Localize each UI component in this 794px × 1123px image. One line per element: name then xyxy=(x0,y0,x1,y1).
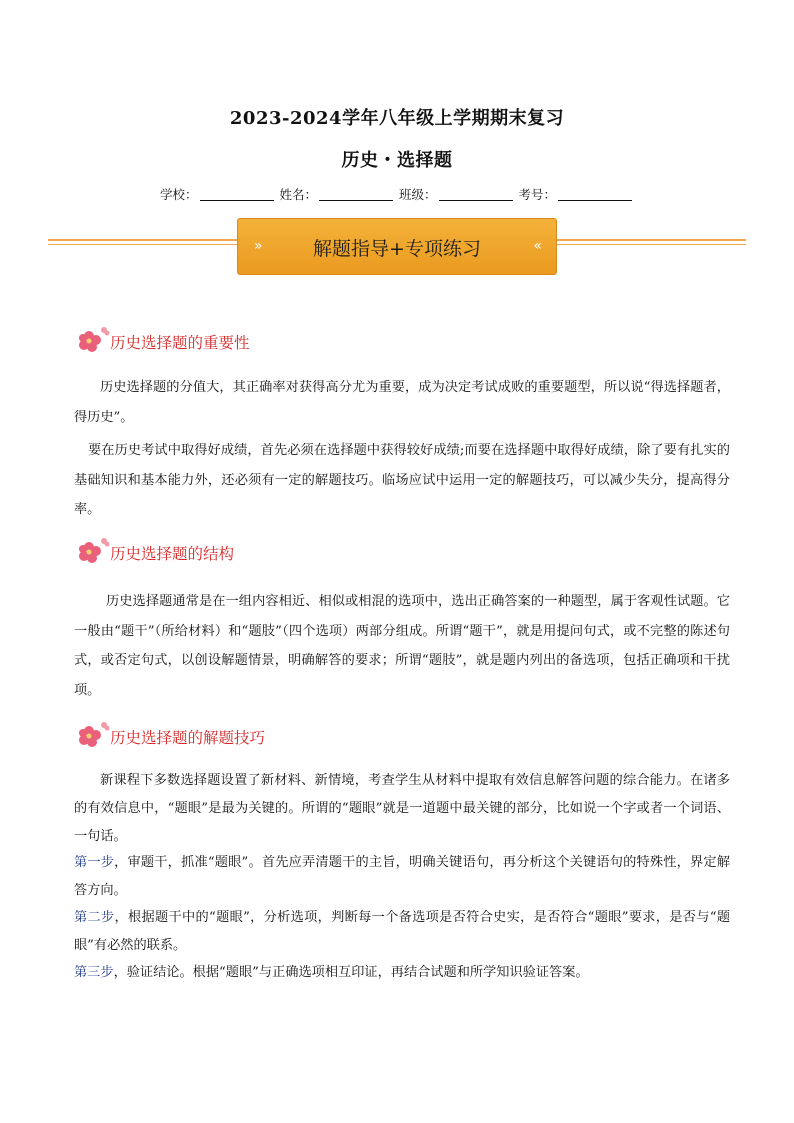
exam-number-blank xyxy=(558,188,632,201)
flower-icon xyxy=(74,322,114,362)
double-chevron-right-icon: » xyxy=(254,238,263,254)
name-blank xyxy=(319,188,393,201)
step-label: 第二步 xyxy=(74,910,115,925)
section-heading-text: 历史选择题的重要性 xyxy=(110,334,250,352)
double-chevron-left-icon: « xyxy=(533,238,542,254)
class-label: 班级： xyxy=(398,187,437,202)
paragraph: 要在历史考试中取得好成绩，首先必须在选择题中获得较好成绩;而要在选择题中取得好成绩，除了要有扎实的基础知识和基本能力外，还必须有一定的解题技巧。临场应试中运用一定的解题技巧，可以减少失分，提高得分率。 xyxy=(74,443,730,517)
class-blank xyxy=(439,188,513,201)
paragraph: 历史选择题通常是在一组内容相近、相似或相混的选项中，选出正确答案的一种题型，属于客观性试题。它一般由“题干”（所给材料）和“题肢”（四个选项）两部分组成。所谓“题干”，就是用提问句式，或不完整的陈述句式，或否定句式，以创设解题情景，明确解答的要求；所谓“题肢”，就是题内列出的备选项，包括正确项和干扰项。 xyxy=(74,594,730,698)
name-label: 姓名： xyxy=(279,187,317,202)
document-title: 2023-2024学年八年级上学期期末复习 xyxy=(229,108,565,129)
section-heading-text: 历史选择题的解题技巧 xyxy=(110,729,266,747)
banner-left-lines xyxy=(48,239,238,248)
school-label: 学校： xyxy=(159,187,198,202)
section-heading-importance xyxy=(74,322,374,362)
banner-label: 解题指导+专项练习 xyxy=(313,238,481,260)
step-paragraph xyxy=(74,904,730,960)
step-paragraph xyxy=(74,849,730,905)
paragraph: 新课程下多数选择题设置了新材料、新情境，考查学生从材料中提取有效信息解答问题的综合能力。在诸多的有效信息中，“题眼”是最为关键的。所谓的“题眼”就是一道题中最关键的部分，比如说一个字或者一个词语、一句话。 xyxy=(74,773,730,844)
step-label: 第一步 xyxy=(74,855,115,870)
step-text: ，根据题干中的“题眼”，分析选项，判断每一个备选项是否符合史实，是否符合“题眼”要求，是否与“题眼”有必然的联系。 xyxy=(74,910,731,953)
step-paragraph xyxy=(74,959,730,987)
flower-icon xyxy=(74,533,114,573)
section-heading-techniques xyxy=(74,717,374,757)
section-banner xyxy=(237,218,557,275)
flower-icon xyxy=(74,717,114,757)
step-text: ，验证结论。根据“题眼”与正确选项相互印证，再结合试题和所学知识验证答案。 xyxy=(113,965,589,980)
paragraph: 历史选择题的分值大，其正确率对获得高分尤为重要，成为决定考试成败的重要题型，所以说“得选择题者，得历史”。 xyxy=(74,380,730,425)
school-blank xyxy=(200,188,274,201)
banner-right-lines xyxy=(556,239,746,248)
document-subtitle: 历史・选择题 xyxy=(341,150,453,171)
step-label: 第三步 xyxy=(74,965,114,980)
student-info-row xyxy=(0,185,794,203)
step-text: ，审题干，抓准“题眼”。首先应弄清题干的主旨，明确关键语句，再分析这个关键语句的特殊性，界定解答方向。 xyxy=(74,855,731,898)
exam-number-label: 考号： xyxy=(518,187,556,202)
section-heading-structure xyxy=(74,533,374,573)
section-heading-text: 历史选择题的结构 xyxy=(110,545,235,563)
